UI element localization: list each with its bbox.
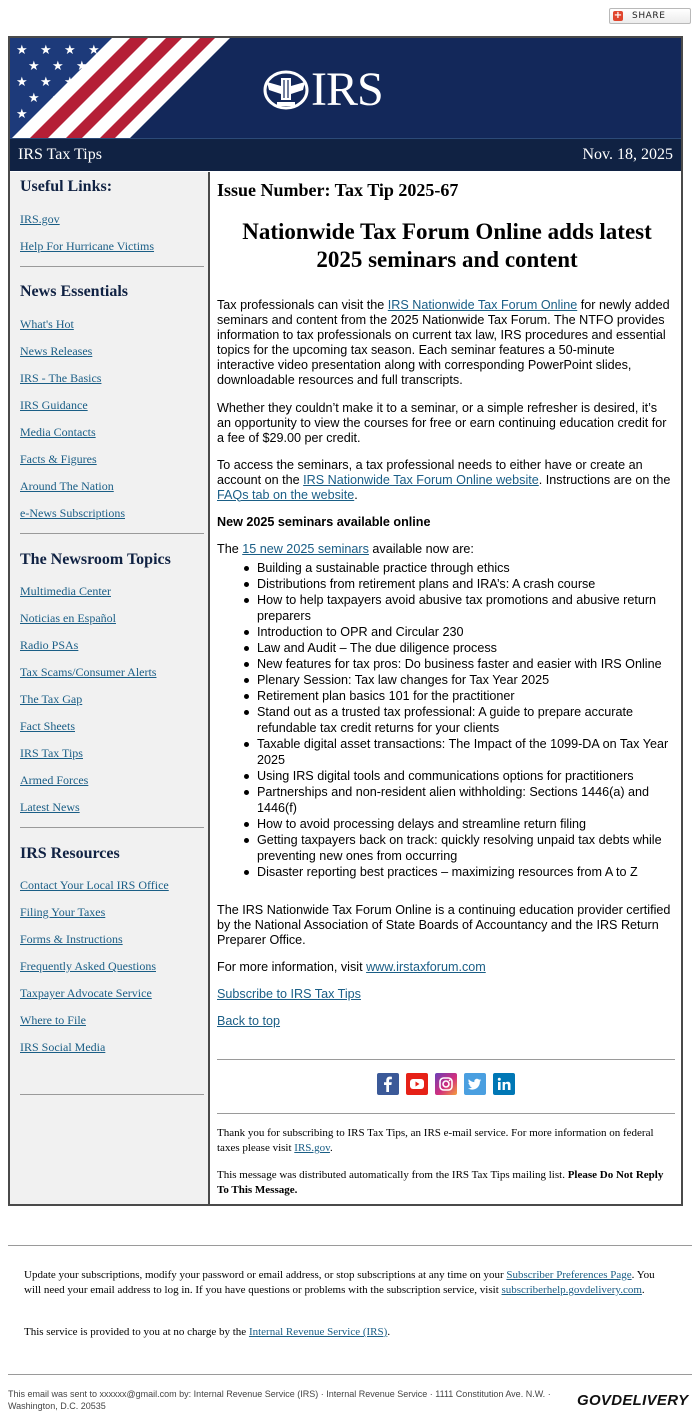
- sidebar-link-around-nation[interactable]: Around The Nation: [20, 479, 114, 493]
- svg-text:★: ★: [28, 59, 40, 74]
- logo-text: IRS: [311, 63, 383, 116]
- list-item: Introduction to OPR and Circular 230: [257, 624, 677, 640]
- subscribe-paragraph: [217, 987, 673, 1002]
- irs-resources-heading: IRS Resources: [20, 845, 120, 862]
- list-item: Retirement plan basics 101 for the practitioner: [257, 688, 677, 704]
- headline-line-2: 2025 seminars and content: [316, 247, 578, 272]
- sidebar-link-faq[interactable]: Frequently Asked Questions: [20, 959, 156, 973]
- list-item: Disaster reporting best practices – maximizing resources from A to Z: [257, 864, 677, 880]
- list-item: Distributions from retirement plans and IRA’s: A crash course: [257, 576, 677, 592]
- svg-text:★: ★: [76, 59, 88, 74]
- svg-text:★: ★: [64, 75, 76, 90]
- svg-text:★: ★: [88, 43, 100, 58]
- list-item: Plenary Session: Tax law changes for Tax Year 2025: [257, 672, 677, 688]
- sidebar-link-multimedia[interactable]: Multimedia Center: [20, 584, 111, 598]
- govdelivery-logo[interactable]: [577, 1392, 688, 1409]
- svg-text:★: ★: [16, 75, 28, 90]
- list-item: New features for tax pros: Do business faster and easier with IRS Online: [257, 656, 677, 672]
- list-item: Building a sustainable practice through ethics: [257, 560, 677, 576]
- ntfo-website-link[interactable]: IRS Nationwide Tax Forum Online website: [303, 472, 539, 487]
- footer-irs-gov-link[interactable]: IRS.gov: [294, 1142, 330, 1154]
- youtube-icon[interactable]: [406, 1073, 428, 1095]
- new-seminars-link[interactable]: 15 new 2025 seminars: [242, 541, 369, 556]
- linkedin-icon[interactable]: [493, 1073, 515, 1095]
- back-to-top-link[interactable]: Back to top: [217, 1013, 281, 1028]
- sidebar-link-forms[interactable]: Forms & Instructions: [20, 932, 123, 946]
- govdelivery-text: GOVDELIVERY: [577, 1392, 689, 1409]
- list-item: Stand out as a trusted tax professional: A guide to prepare accurate refundable tax credit returns for your clients: [257, 704, 677, 736]
- divider: [20, 533, 204, 534]
- list-item: Using IRS digital tools and communications options for practitioners: [257, 768, 677, 784]
- news-essentials-heading: News Essentials: [20, 283, 129, 300]
- sidebar-link-whats-hot[interactable]: What's Hot: [20, 317, 74, 331]
- sidebar-link-where-to-file[interactable]: Where to File: [20, 1013, 86, 1027]
- svg-text:★: ★: [64, 43, 76, 58]
- sidebar-link-enews[interactable]: e-News Subscriptions: [20, 506, 125, 520]
- service-notice: This service is provided to you at no charge by the Internal Revenue Service (IRS).: [24, 1326, 391, 1338]
- sent-to-notice: This email was sent to xxxxxx@gmail.com by: Internal Revenue Service (IRS) · Internal Revenue Service · 1111 Constitution Ave. N.W. · Washington, D.C. 20535: [8, 1389, 551, 1411]
- ntfo-link[interactable]: IRS Nationwide Tax Forum Online: [387, 297, 578, 312]
- subscription-notice: Update your subscriptions, modify your password or email address, or stop subscriptions at any time on your Subscriber Preferences Page. You will need your email address to log in. If you have questions or problems with the subscription service, visit subscriberhelp.govdelivery.com.: [24, 1269, 655, 1296]
- svg-text:★: ★: [16, 107, 28, 122]
- sidebar-link-irs-gov[interactable]: IRS.gov: [20, 212, 60, 226]
- share-label: SHARE: [632, 11, 666, 21]
- title-bar: [10, 138, 681, 171]
- sidebar-link-news-releases[interactable]: News Releases: [20, 344, 93, 358]
- sidebar-link-radio-psas[interactable]: Radio PSAs: [20, 638, 79, 652]
- sidebar-link-media-contacts[interactable]: Media Contacts: [20, 425, 96, 439]
- subscriber-help-link[interactable]: subscriberhelp.govdelivery.com: [501, 1284, 642, 1296]
- instagram-icon[interactable]: [435, 1073, 457, 1095]
- list-item: Taxable digital asset transactions: The Impact of the 1099-DA on Tax Year 2025: [257, 736, 677, 768]
- divider: [20, 266, 204, 267]
- faqs-tab-link[interactable]: FAQs tab on the website: [217, 487, 355, 502]
- flag-graphic: [10, 38, 230, 138]
- sidebar-link-fact-sheets[interactable]: Fact Sheets: [20, 719, 75, 733]
- sidebar-link-local-office[interactable]: Contact Your Local IRS Office: [20, 878, 169, 892]
- paragraph-access: To access the seminars, a tax professional needs to either have or create an account on the IRS Nationwide Tax Forum Online website. Instructions are on the FAQs tab on the website.: [217, 457, 671, 502]
- paragraph-intro: Tax professionals can visit the IRS Nationwide Tax Forum Online for newly added seminars and content from the 2025 Nationwide Tax Forum. The NTFO provides information to tax professionals on current tax law, IRS procedures and essential topics for the upcoming tax season. Each seminar features a 50-minute interactive video presentation along with corresponding PowerPoint slides, downloadable resources and full transcripts.: [217, 297, 670, 387]
- paragraph-refresher: Whether they couldn’t make it to a seminar, or a simple refresher is desired, it’s an opportunity to view the courses for free or earn continuing education credit for a fee of $29.00 per credit.: [217, 400, 667, 445]
- sidebar-link-noticias[interactable]: Noticias en Español: [20, 611, 116, 625]
- svg-text:★: ★: [52, 91, 64, 106]
- list-item: How to help taxpayers avoid abusive tax promotions and abusive return preparers: [257, 592, 677, 624]
- header-banner: [10, 38, 681, 138]
- svg-text:★: ★: [52, 59, 64, 74]
- irstaxforum-link[interactable]: www.irstaxforum.com: [366, 959, 486, 974]
- newsroom-topics-heading: The Newsroom Topics: [20, 551, 171, 568]
- facebook-icon[interactable]: [377, 1073, 399, 1095]
- sidebar-link-facts[interactable]: Facts & Figures: [20, 452, 97, 466]
- twitter-icon[interactable]: [464, 1073, 486, 1095]
- svg-text:★: ★: [28, 91, 40, 106]
- footer-thanks: Thank you for subscribing to IRS Tax Tips, an IRS e-mail service. For more information on federal taxes please visit IRS.gov.: [217, 1127, 654, 1154]
- irs-link[interactable]: Internal Revenue Service (IRS): [248, 1326, 388, 1338]
- divider: [20, 1094, 204, 1095]
- paragraph-more-info: For more information, visit www.irstaxforum.com: [217, 959, 486, 974]
- eagle-seal-icon: [263, 68, 309, 114]
- headline-line-1: Nationwide Tax Forum Online adds latest: [242, 219, 652, 244]
- sidebar-link-tax-scams[interactable]: Tax Scams/Consumer Alerts: [20, 665, 157, 679]
- sidebar-link-guidance[interactable]: IRS Guidance: [20, 398, 88, 412]
- plus-icon: +: [613, 10, 623, 21]
- subscribe-link[interactable]: Subscribe to IRS Tax Tips: [217, 986, 361, 1001]
- list-item: How to avoid processing delays and streamline return filing: [257, 816, 677, 832]
- svg-text:★: ★: [38, 107, 50, 122]
- divider: [217, 1113, 675, 1114]
- article-headline: [217, 218, 677, 274]
- divider: [8, 1245, 692, 1246]
- svg-text:★: ★: [16, 43, 28, 58]
- useful-links-heading: Useful Links:: [20, 178, 113, 195]
- back-to-top-paragraph: [217, 1014, 673, 1029]
- sidebar-link-filing[interactable]: Filing Your Taxes: [20, 905, 106, 919]
- issue-number: Issue Number: Tax Tip 2025-67: [217, 180, 459, 200]
- divider: [8, 1374, 692, 1375]
- sidebar-link-armed-forces[interactable]: Armed Forces: [20, 773, 89, 787]
- footer-disclaimer: This message was distributed automatically from the IRS Tax Tips mailing list. Please Do Not Reply To This Message.: [217, 1169, 664, 1196]
- seminar-list: [257, 560, 677, 880]
- divider: [217, 1059, 675, 1060]
- list-item: Law and Audit – The due diligence process: [257, 640, 677, 656]
- newsletter-title: IRS Tax Tips: [18, 146, 102, 163]
- sidebar-link-tax-tips[interactable]: IRS Tax Tips: [20, 746, 83, 760]
- svg-text:★: ★: [24, 123, 36, 138]
- sidebar-link-hurricane[interactable]: Help For Hurricane Victims: [20, 239, 155, 253]
- svg-text:★: ★: [40, 43, 52, 58]
- list-item: Getting taxpayers back on track: quickly resolving unpaid tax debts while preventing new ones from occurring: [257, 832, 677, 864]
- seminars-subheading: New 2025 seminars available online: [217, 514, 431, 529]
- paragraph-certification: The IRS Nationwide Tax Forum Online is a continuing education provider certified by the National Association of State Boards of Accountancy and the IRS Return Preparer Office.: [217, 902, 671, 947]
- sidebar-link-tax-gap[interactable]: The Tax Gap: [20, 692, 83, 706]
- subscriber-preferences-link[interactable]: Subscriber Preferences Page: [506, 1269, 632, 1281]
- sidebar-link-latest-news[interactable]: Latest News: [20, 800, 80, 814]
- paragraph-seminars-intro: The 15 new 2025 seminars available now are:: [217, 541, 474, 556]
- share-button[interactable]: [609, 8, 691, 24]
- divider: [20, 827, 204, 828]
- issue-date: Nov. 18, 2025: [582, 146, 673, 163]
- svg-text:★: ★: [40, 75, 52, 90]
- sidebar-link-social-media[interactable]: IRS Social Media: [20, 1040, 106, 1054]
- sidebar-link-basics[interactable]: IRS - The Basics: [20, 371, 102, 385]
- sidebar-link-taxpayer-advocate[interactable]: Taxpayer Advocate Service: [20, 986, 152, 1000]
- list-item: Partnerships and non-resident alien withholding: Sections 1446(a) and 1446(f): [257, 784, 677, 816]
- sidebar: [10, 172, 210, 1204]
